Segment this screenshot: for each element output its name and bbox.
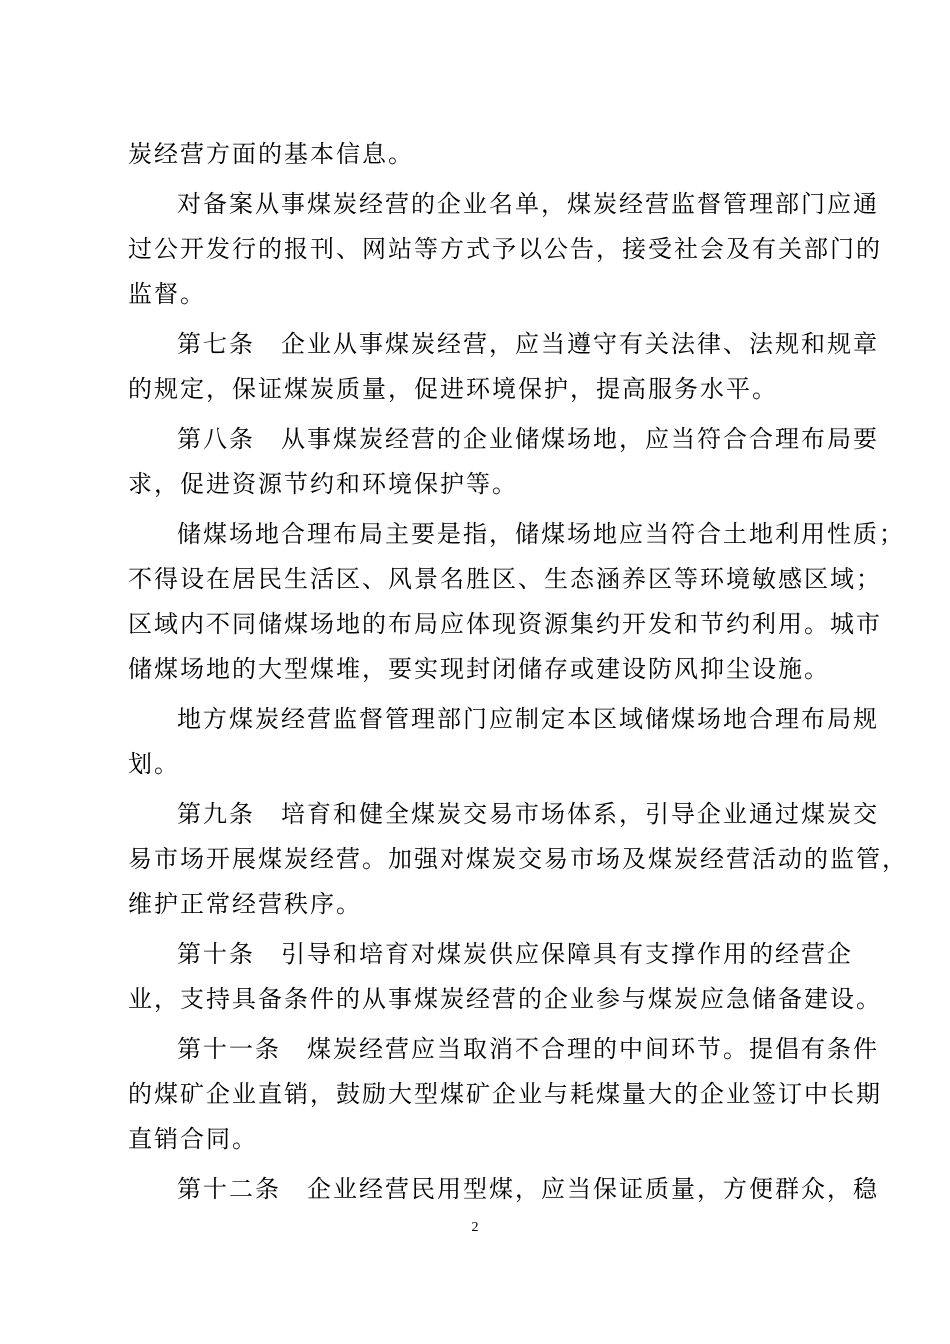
text-line: 区域内不同储煤场地的布局应体现资源集约开发和节约利用。城市 [128, 610, 882, 638]
text-line: 求，促进资源节约和环境保护等。 [128, 470, 518, 498]
text-line: 的煤矿企业直销，鼓励大型煤矿企业与耗煤量大的企业签订中长期 [128, 1080, 882, 1108]
page-number: 2 [471, 1220, 479, 1235]
text-line: 易市场开展煤炭经营。加强对煤炭交易市场及煤炭经营活动的监管， [128, 845, 908, 873]
text-line: 地方煤炭经营监督管理部门应制定本区域储煤场地合理布局规 [177, 705, 879, 733]
text-line: 储煤场地的大型煤堆，要实现封闭储存或建设防风抑尘设施。 [128, 655, 830, 683]
text-line: 对备案从事煤炭经营的企业名单，煤炭经营监督管理部门应通 [177, 190, 879, 218]
text-line: 的规定，保证煤炭质量，促进环境保护，提高服务水平。 [128, 375, 778, 403]
text-line: 炭经营方面的基本信息。 [128, 140, 414, 168]
text-line: 直销合同。 [128, 1125, 258, 1153]
text-line: 第十条 引导和培育对煤炭供应保障具有支撑作用的经营企 [177, 940, 853, 968]
text-line: 业，支持具备条件的从事煤炭经营的企业参与煤炭应急储备建设。 [128, 985, 882, 1013]
text-line: 第十二条 企业经营民用型煤，应当保证质量，方便群众，稳 [177, 1175, 879, 1203]
text-line: 维护正常经营秩序。 [128, 890, 362, 918]
text-line: 划。 [128, 750, 180, 778]
text-line: 不得设在居民生活区、风景名胜区、生态涵养区等环境敏感区域； [128, 565, 882, 593]
text-line: 第七条 企业从事煤炭经营，应当遵守有关法律、法规和规章 [177, 330, 879, 358]
text-line: 监督。 [128, 280, 206, 308]
text-line: 过公开发行的报刊、网站等方式予以公告，接受社会及有关部门的 [128, 235, 882, 263]
text-line: 储煤场地合理布局主要是指，储煤场地应当符合土地利用性质； [177, 520, 905, 548]
text-line: 第九条 培育和健全煤炭交易市场体系，引导企业通过煤炭交 [177, 800, 879, 828]
text-line: 第十一条 煤炭经营应当取消不合理的中间环节。提倡有条件 [177, 1035, 879, 1063]
text-line: 第八条 从事煤炭经营的企业储煤场地，应当符合合理布局要 [177, 425, 879, 453]
